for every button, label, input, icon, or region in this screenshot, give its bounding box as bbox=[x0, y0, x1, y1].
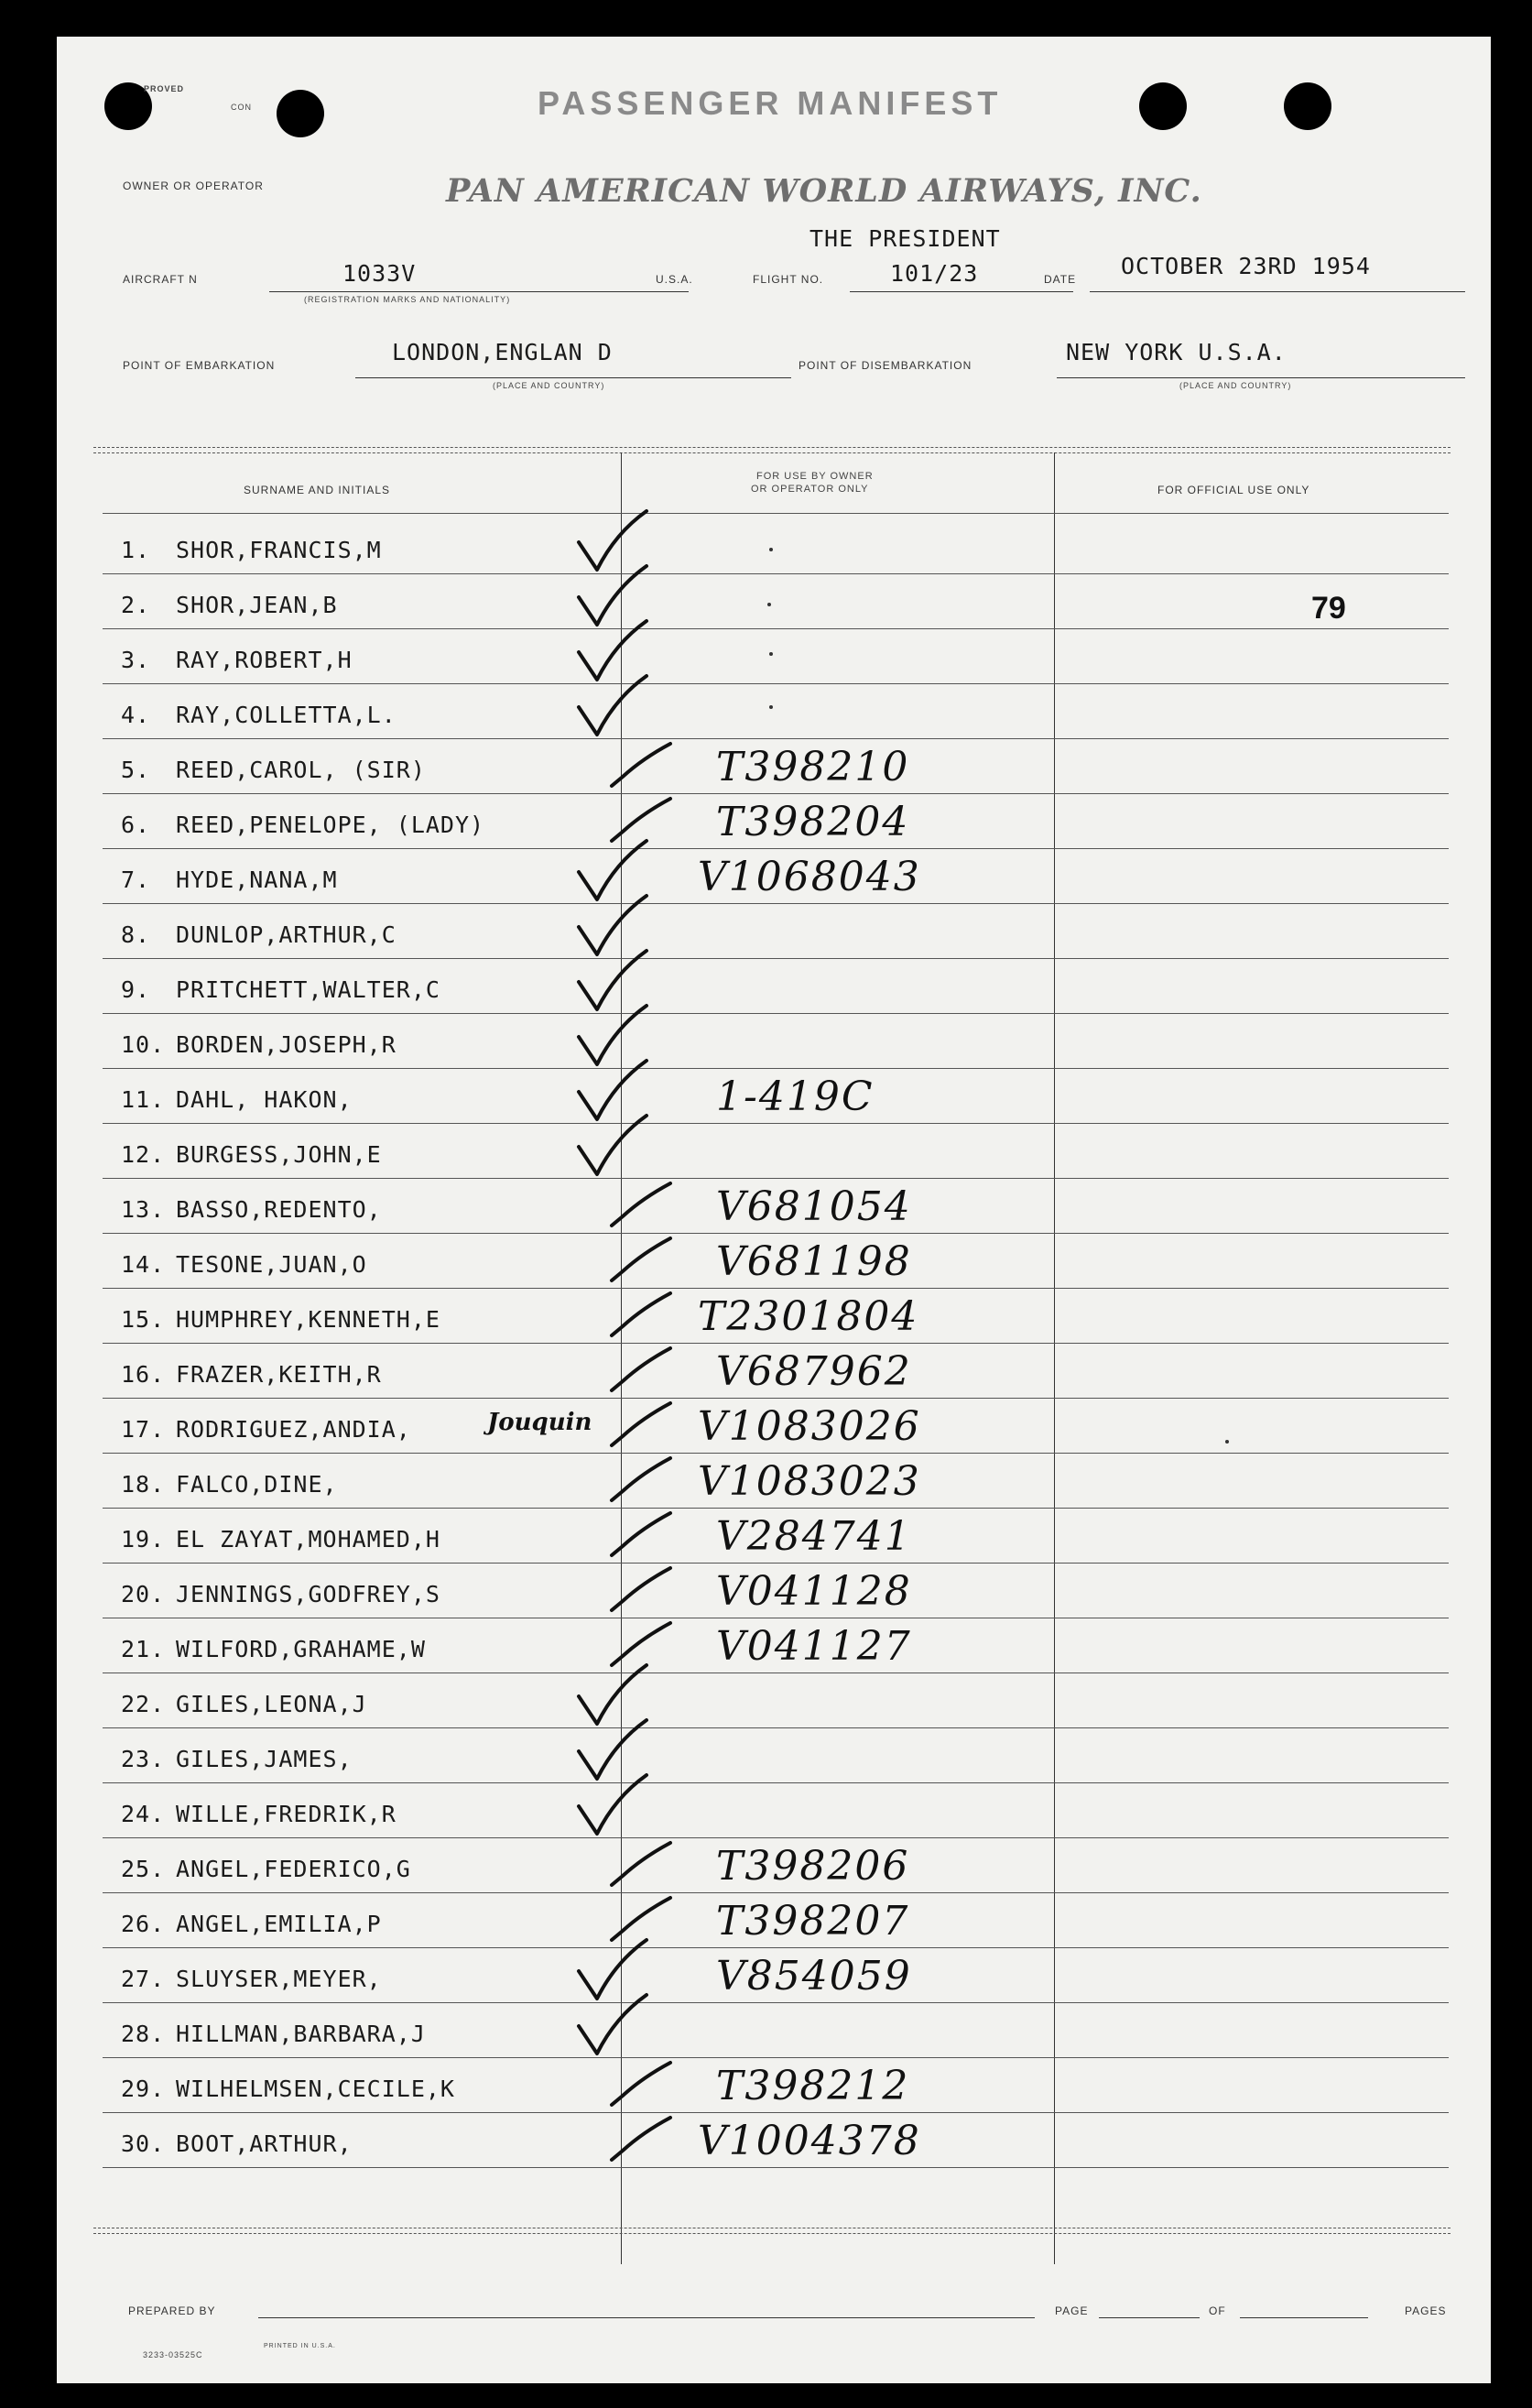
passenger-number: 26. bbox=[121, 1911, 166, 1937]
embarkation-label: POINT OF EMBARKATION bbox=[123, 359, 276, 372]
check-mark-icon bbox=[606, 2099, 689, 2173]
passenger-number: 4. bbox=[121, 702, 151, 728]
passenger-number: 7. bbox=[121, 866, 151, 893]
of-label: OF bbox=[1209, 2304, 1226, 2317]
document-number: T398204 bbox=[716, 799, 910, 845]
passenger-name: RODRIGUEZ,ANDIA, bbox=[176, 1416, 411, 1443]
approval-stamp: PROVED bbox=[144, 84, 185, 93]
passenger-name: BASSO,REDENTO, bbox=[176, 1196, 382, 1223]
document-number: V041128 bbox=[716, 1568, 912, 1615]
header-divider bbox=[103, 513, 1449, 514]
passenger-number: 1. bbox=[121, 537, 151, 563]
passenger-name: GILES,JAMES, bbox=[176, 1746, 353, 1772]
row-rule bbox=[103, 573, 1449, 574]
passenger-number: 19. bbox=[121, 1526, 166, 1553]
passenger-name: GILES,LEONA,J bbox=[176, 1691, 367, 1717]
passenger-number: 20. bbox=[121, 1581, 166, 1607]
col-header-owner-line2: OR OPERATOR ONLY bbox=[751, 484, 869, 495]
passenger-number: 24. bbox=[121, 1801, 166, 1827]
aircraft-sublabel: (REGISTRATION MARKS AND NATIONALITY) bbox=[304, 295, 511, 304]
owner-label: OWNER OR OPERATOR bbox=[123, 180, 264, 192]
page-title: PASSENGER MANIFEST bbox=[538, 84, 1003, 122]
passenger-number: 22. bbox=[121, 1691, 166, 1717]
passenger-name: REED,CAROL, (SIR) bbox=[176, 757, 426, 783]
passenger-name: ANGEL,FEDERICO,G bbox=[176, 1856, 411, 1882]
passenger-number: 15. bbox=[121, 1306, 166, 1333]
document-number: V681054 bbox=[716, 1183, 912, 1230]
row-rule bbox=[103, 1508, 1449, 1509]
passenger-name: BOOT,ARTHUR, bbox=[176, 2130, 353, 2157]
row-rule bbox=[103, 1727, 1449, 1728]
passenger-name: FRAZER,KEITH,R bbox=[176, 1361, 382, 1388]
document-number: V681198 bbox=[716, 1238, 912, 1285]
passenger-name: FALCO,DINE, bbox=[176, 1471, 338, 1498]
passenger-name: REED,PENELOPE, (LADY) bbox=[176, 812, 485, 838]
passenger-name: SHOR,FRANCIS,M bbox=[176, 537, 382, 563]
passenger-number: 16. bbox=[121, 1361, 166, 1388]
passenger-number: 17. bbox=[121, 1416, 166, 1443]
disembarkation-value: NEW YORK U.S.A. bbox=[1066, 339, 1287, 365]
disembarkation-sublabel: (PLACE AND COUNTRY) bbox=[1179, 381, 1292, 390]
document-number: V041127 bbox=[716, 1623, 912, 1670]
document-number: V1068043 bbox=[698, 854, 921, 900]
page-label: PAGE bbox=[1055, 2304, 1089, 2317]
passenger-number: 28. bbox=[121, 2021, 166, 2047]
passenger-number: 8. bbox=[121, 921, 151, 948]
passenger-number: 12. bbox=[121, 1141, 166, 1168]
document-number: T398207 bbox=[716, 1898, 910, 1945]
passenger-name: WILFORD,GRAHAME,W bbox=[176, 1636, 426, 1662]
punch-hole-right-2 bbox=[1284, 82, 1331, 130]
passenger-name: SHOR,JEAN,B bbox=[176, 592, 338, 618]
passenger-name: WILHELMSEN,CECILE,K bbox=[176, 2076, 455, 2102]
handwritten-first-name: Jouquin bbox=[487, 1409, 592, 1436]
row-rule bbox=[103, 2167, 1449, 2168]
passenger-name: HYDE,NANA,M bbox=[176, 866, 338, 893]
passenger-number: 27. bbox=[121, 1966, 166, 1992]
passenger-number: 6. bbox=[121, 812, 151, 838]
manifest-sheet bbox=[57, 37, 1491, 2383]
document-number: T398206 bbox=[716, 1843, 910, 1890]
passenger-name: BORDEN,JOSEPH,R bbox=[176, 1031, 397, 1058]
passenger-number: 25. bbox=[121, 1856, 166, 1882]
row-rule bbox=[103, 1782, 1449, 1783]
passenger-name: DAHL, HAKON, bbox=[176, 1086, 353, 1113]
row-rule bbox=[103, 1233, 1449, 1234]
passenger-number: 21. bbox=[121, 1636, 166, 1662]
passenger-name: RAY,COLLETTA,L. bbox=[176, 702, 397, 728]
passenger-number: 3. bbox=[121, 647, 151, 673]
passenger-name: JENNINGS,GODFREY,S bbox=[176, 1581, 440, 1607]
row-rule bbox=[103, 2002, 1449, 2003]
punch-hole-left-2 bbox=[277, 90, 324, 137]
printed-mark: PRINTED IN U.S.A. bbox=[264, 2343, 336, 2349]
passenger-number: 13. bbox=[121, 1196, 166, 1223]
document-number: V1004378 bbox=[698, 2118, 921, 2164]
disembarkation-label: POINT OF DISEMBARKATION bbox=[799, 359, 972, 372]
passenger-name: TESONE,JUAN,O bbox=[176, 1251, 367, 1278]
passenger-name: HUMPHREY,KENNETH,E bbox=[176, 1306, 440, 1333]
row-rule bbox=[103, 2057, 1449, 2058]
document-number: V1083026 bbox=[698, 1403, 921, 1450]
flight-label: FLIGHT NO. bbox=[753, 273, 824, 286]
document-number: V687962 bbox=[716, 1348, 912, 1395]
passenger-name: SLUYSER,MEYER, bbox=[176, 1966, 382, 1992]
document-number: V284741 bbox=[716, 1513, 912, 1560]
passenger-name: EL ZAYAT,MOHAMED,H bbox=[176, 1526, 440, 1553]
table-top-rule-1 bbox=[93, 447, 1451, 448]
passenger-number: 10. bbox=[121, 1031, 166, 1058]
row-rule bbox=[103, 683, 1449, 684]
passenger-number: 30. bbox=[121, 2130, 166, 2157]
passenger-name: BURGESS,JOHN,E bbox=[176, 1141, 382, 1168]
row-rule bbox=[103, 903, 1449, 904]
embarkation-sublabel: (PLACE AND COUNTRY) bbox=[493, 381, 605, 390]
table-bottom-rule-2 bbox=[93, 2233, 1451, 2234]
row-rule bbox=[103, 2112, 1449, 2113]
official-note: 79 bbox=[1311, 591, 1346, 626]
col-divider-2 bbox=[1054, 452, 1055, 2264]
row-rule bbox=[103, 1013, 1449, 1014]
passenger-number: 9. bbox=[121, 976, 151, 1003]
aircraft-label: AIRCRAFT N bbox=[123, 273, 198, 286]
passenger-number: 11. bbox=[121, 1086, 166, 1113]
document-number: T398210 bbox=[716, 744, 910, 790]
table-top-rule-2 bbox=[93, 452, 1451, 453]
passenger-name: WILLE,FREDRIK,R bbox=[176, 1801, 397, 1827]
row-rule bbox=[103, 1123, 1449, 1124]
form-number: 3233-03525C bbox=[143, 2350, 203, 2359]
flight-name: THE PRESIDENT bbox=[809, 225, 1001, 252]
passenger-name: ANGEL,EMILIA,P bbox=[176, 1911, 382, 1937]
row-rule bbox=[103, 1178, 1449, 1179]
row-rule bbox=[103, 1947, 1449, 1948]
document-number: V1083023 bbox=[698, 1458, 921, 1505]
col-header-owner-line1: FOR USE BY OWNER bbox=[756, 471, 874, 482]
passenger-name: HILLMAN,BARBARA,J bbox=[176, 2021, 426, 2047]
usa-label: U.S.A. bbox=[656, 273, 693, 286]
embarkation-value: LONDON,ENGLAN D bbox=[392, 339, 613, 365]
document-number: 1-419C bbox=[716, 1073, 875, 1120]
document-number: T2301804 bbox=[698, 1293, 919, 1340]
passenger-name: DUNLOP,ARTHUR,C bbox=[176, 921, 397, 948]
row-rule bbox=[103, 1453, 1449, 1454]
flight-number: 101/23 bbox=[890, 260, 979, 287]
passenger-number: 14. bbox=[121, 1251, 166, 1278]
date-value: OCTOBER 23RD 1954 bbox=[1121, 253, 1371, 279]
col-header-surname: SURNAME AND INITIALS bbox=[244, 484, 391, 496]
row-rule bbox=[103, 1343, 1449, 1344]
document-number: T398212 bbox=[716, 2063, 910, 2109]
owner-name: PAN AMERICAN WORLD AIRWAYS, INC. bbox=[446, 172, 1202, 210]
passenger-number: 29. bbox=[121, 2076, 166, 2102]
prepared-label: PREPARED BY bbox=[128, 2304, 216, 2317]
row-rule bbox=[103, 958, 1449, 959]
row-rule bbox=[103, 1892, 1449, 1893]
passenger-number: 23. bbox=[121, 1746, 166, 1772]
passenger-name: RAY,ROBERT,H bbox=[176, 647, 353, 673]
date-label: DATE bbox=[1044, 273, 1077, 286]
row-rule bbox=[103, 1837, 1449, 1838]
row-rule bbox=[103, 1563, 1449, 1564]
row-rule bbox=[103, 1288, 1449, 1289]
row-rule bbox=[103, 628, 1449, 629]
row-rule bbox=[103, 1398, 1449, 1399]
row-rule bbox=[103, 738, 1449, 739]
passenger-number: 18. bbox=[121, 1471, 166, 1498]
punch-hole-right-1 bbox=[1139, 82, 1187, 130]
approval-stamp-suffix: CON bbox=[231, 103, 252, 112]
passenger-number: 5. bbox=[121, 757, 151, 783]
aircraft-number: 1033V bbox=[342, 260, 417, 287]
document-number: V854059 bbox=[716, 1953, 912, 1999]
passenger-number: 2. bbox=[121, 592, 151, 618]
pages-label: PAGES bbox=[1405, 2304, 1447, 2317]
row-rule bbox=[103, 793, 1449, 794]
col-header-official: FOR OFFICIAL USE ONLY bbox=[1157, 484, 1310, 496]
passenger-name: PRITCHETT,WALTER,C bbox=[176, 976, 440, 1003]
row-rule bbox=[103, 1068, 1449, 1069]
row-rule bbox=[103, 848, 1449, 849]
